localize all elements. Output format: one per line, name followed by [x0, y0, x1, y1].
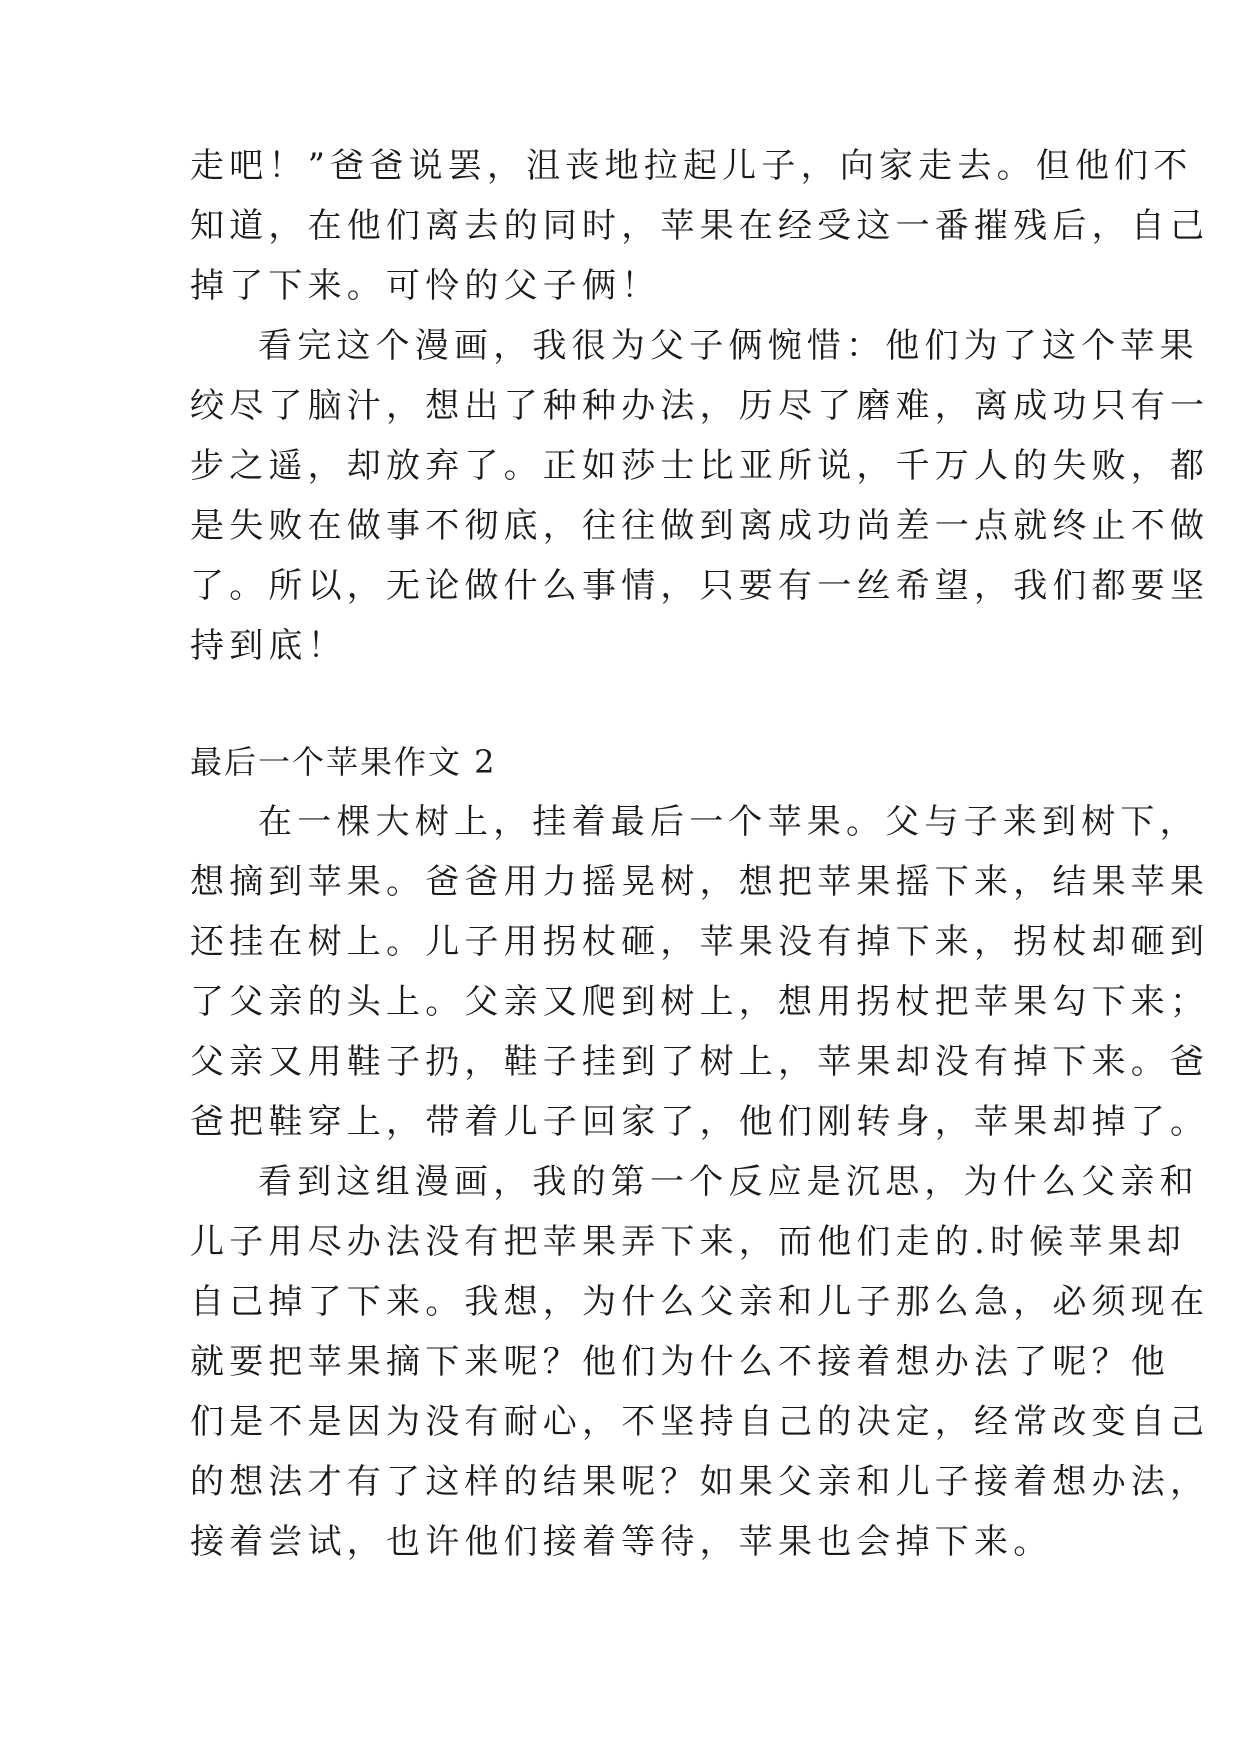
paragraph-4-line-1: 看到这组漫画，我的第一个反应是沉思，为什么父亲和: [258, 1162, 1199, 1202]
paragraph-4-line-3: 自己掉了下来。我想，为什么父亲和儿子那么急，必须现在: [190, 1282, 1210, 1322]
paragraph-1-line-1: 走吧！”爸爸说罢，沮丧地拉起儿子，向家走去。但他们不: [190, 146, 1193, 186]
paragraph-4-line-7: 接着尝试，也许他们接着等待，苹果也会掉下来。: [190, 1522, 1053, 1562]
paragraph-2-line-4: 是失败在做事不彻底，往往做到离成功尚差一点就终止不做: [190, 506, 1210, 546]
paragraph-1-line-3: 掉了下来。可怜的父子俩！: [190, 266, 661, 306]
paragraph-3-line-3: 还挂在树上。儿子用拐杖砸，苹果没有掉下来，拐杖却砸到: [190, 922, 1210, 962]
paragraph-2-line-6: 持到底！: [190, 626, 347, 666]
paragraph-2-line-5: 了。所以，无论做什么事情，只要有一丝希望，我们都要坚: [190, 566, 1210, 606]
paragraph-3-line-2: 想摘到苹果。爸爸用力摇晃树，想把苹果摇下来，结果苹果: [190, 862, 1210, 902]
paragraph-3-line-1: 在一棵大树上，挂着最后一个苹果。父与子来到树下，: [258, 802, 1199, 842]
paragraph-4-line-6: 的想法才有了这样的结果呢？如果父亲和儿子接着想办法，: [190, 1462, 1210, 1502]
paragraph-3-line-6: 爸把鞋穿上，带着儿子回家了，他们刚转身，苹果却掉了。: [190, 1102, 1210, 1142]
paragraph-3-line-4: 了父亲的头上。父亲又爬到树上，想用拐杖把苹果勾下来；: [190, 982, 1210, 1022]
paragraph-2-line-1: 看完这个漫画，我很为父子俩惋惜：他们为了这个苹果: [258, 326, 1199, 366]
paragraph-3-line-5: 父亲又用鞋子扔，鞋子挂到了树上，苹果却没有掉下来。爸: [190, 1042, 1210, 1082]
paragraph-1-line-2: 知道，在他们离去的同时，苹果在经受这一番摧残后，自己: [190, 206, 1210, 246]
paragraph-2-line-2: 绞尽了脑汁，想出了种种办法，历尽了磨难，离成功只有一: [190, 386, 1210, 426]
paragraph-2-line-3: 步之遥，却放弃了。正如莎士比亚所说，千万人的失败，都: [190, 446, 1210, 486]
paragraph-4-line-4: 就要把苹果摘下来呢？他们为什么不接着想办法了呢？他: [190, 1342, 1170, 1382]
paragraph-4-line-2: 儿子用尽办法没有把苹果弄下来，而他们走的.时候苹果却: [190, 1222, 1187, 1262]
paragraph-4-line-5: 们是不是因为没有耐心，不坚持自己的决定，经常改变自己: [190, 1402, 1210, 1442]
section-title: 最后一个苹果作文 2: [190, 743, 497, 781]
